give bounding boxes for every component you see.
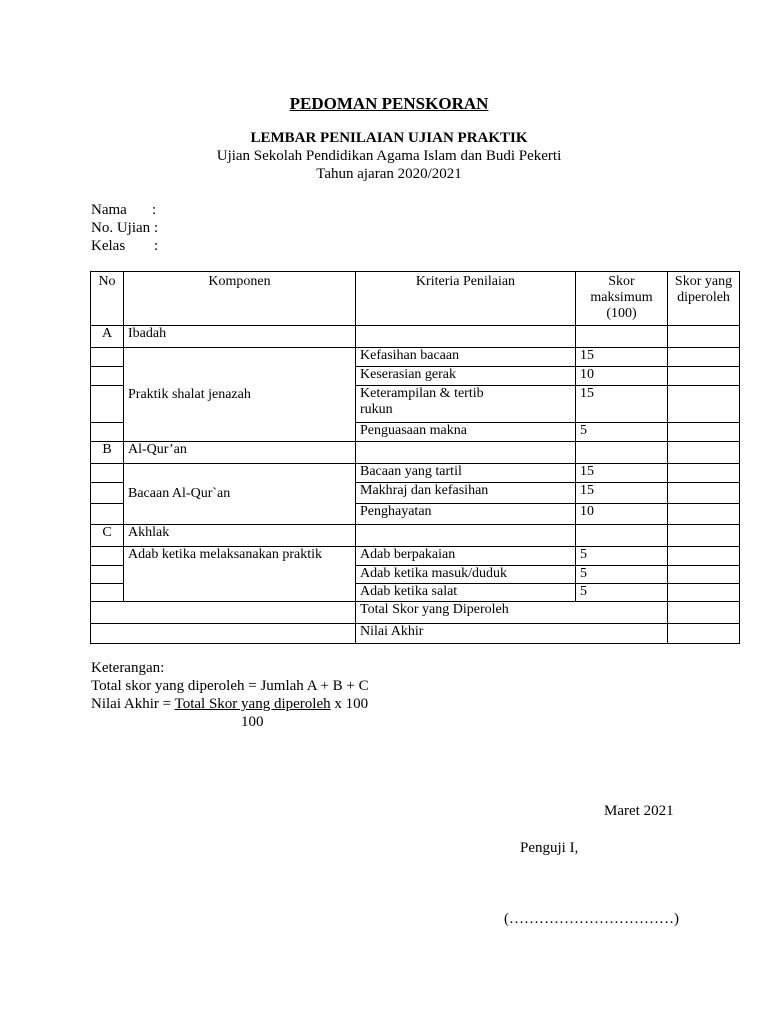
table-header-row — [91, 272, 740, 326]
notes-denominator: 100 — [241, 714, 264, 730]
final-score-cell — [668, 624, 740, 644]
section-letter-c: C — [91, 525, 124, 547]
obtained-score-cell — [668, 386, 740, 423]
section-row-b — [91, 442, 740, 464]
field-no-ujian-colon: : — [154, 220, 159, 236]
obtained-score-cell — [668, 584, 740, 602]
criteria-score: 5 — [576, 423, 668, 442]
criteria-label: Penguasaan makna — [356, 423, 576, 442]
notes-line1: Total skor yang diperoleh = Jumlah A + B + C — [91, 678, 369, 694]
section-letter-a: A — [91, 326, 124, 348]
criteria-label: Kefasihan bacaan — [356, 348, 576, 367]
final-label: Nilai Akhir — [356, 624, 668, 644]
component-b: Bacaan Al-Qur`an — [124, 464, 356, 525]
header-no: No — [91, 272, 124, 326]
obtained-score-cell — [668, 423, 740, 442]
signature-placeholder: (……………………………) — [504, 911, 679, 927]
signature-role: Penguji I, — [520, 840, 579, 856]
criteria-label: Penghayatan — [356, 504, 576, 525]
total-label: Total Skor yang Diperoleh — [356, 602, 668, 624]
score-table — [90, 271, 740, 644]
final-row — [91, 624, 740, 644]
criteria-label: Keterampilan & tertib rukun — [356, 386, 576, 423]
obtained-score-cell — [668, 464, 740, 483]
exam-description: Ujian Sekolah Pendidikan Agama Islam dan Budi Pekerti — [216, 148, 562, 164]
header-skor-maksimum: Skor maksimum (100) — [576, 272, 668, 326]
section-name-b: Al-Qur’an — [124, 442, 356, 464]
field-nama-colon: : — [152, 202, 157, 218]
notes-line2-suffix: x 100 — [330, 696, 369, 712]
section-row-c — [91, 525, 740, 547]
criteria-label: Adab ketika masuk/duduk — [356, 566, 576, 584]
criteria-score: 15 — [576, 464, 668, 483]
section-name-c: Akhlak — [124, 525, 356, 547]
criteria-score: 5 — [576, 584, 668, 602]
field-no-ujian — [91, 220, 159, 238]
criteria-label: Makhraj dan kefasihan — [356, 483, 576, 504]
table-row — [91, 547, 740, 566]
criteria-score: 15 — [576, 483, 668, 504]
criteria-label: Keserasian gerak — [356, 367, 576, 386]
section-letter-b: B — [91, 442, 124, 464]
notes-heading: Keterangan: — [91, 660, 165, 676]
notes-line2-numerator: Total Skor yang diperoleh — [174, 696, 331, 712]
criteria-label: Bacaan yang tartil — [356, 464, 576, 483]
section-name-a: Ibadah — [124, 326, 356, 348]
notes-line2-prefix: Nilai Akhir = — [91, 696, 175, 712]
criteria-score: 10 — [576, 504, 668, 525]
header-kriteria: Kriteria Penilaian — [356, 272, 576, 326]
field-kelas-label: Kelas — [91, 238, 126, 254]
obtained-score-cell — [668, 348, 740, 367]
obtained-score-cell — [668, 483, 740, 504]
obtained-score-cell — [668, 547, 740, 566]
obtained-score-cell — [668, 566, 740, 584]
table-row — [91, 348, 740, 367]
field-kelas-colon: : — [154, 238, 159, 254]
criteria-label: Adab ketika salat — [356, 584, 576, 602]
table-row — [91, 464, 740, 483]
criteria-score: 5 — [576, 547, 668, 566]
document-subtitle: LEMBAR PENILAIAN UJIAN PRAKTIK — [250, 130, 528, 146]
total-score-cell — [668, 602, 740, 624]
field-nama — [91, 202, 157, 220]
component-c: Adab ketika melaksanakan praktik — [124, 547, 356, 602]
criteria-score: 15 — [576, 348, 668, 367]
criteria-score: 15 — [576, 386, 668, 423]
notes-line2 — [91, 695, 368, 713]
header-skor-diperoleh: Skor yang diperoleh — [668, 272, 740, 326]
criteria-score: 10 — [576, 367, 668, 386]
total-row — [91, 602, 740, 624]
criteria-score: 5 — [576, 566, 668, 584]
document-title: PEDOMAN PENSKORAN — [289, 94, 489, 113]
obtained-score-cell — [668, 367, 740, 386]
field-no-ujian-label: No. Ujian — [91, 220, 151, 236]
field-kelas — [91, 238, 159, 256]
section-row-a — [91, 326, 740, 348]
field-nama-label: Nama — [91, 202, 127, 218]
signature-date: Maret 2021 — [604, 803, 674, 819]
header-komponen: Komponen — [124, 272, 356, 326]
academic-year: Tahun ajaran 2020/2021 — [316, 166, 462, 182]
component-a: Praktik shalat jenazah — [124, 348, 356, 442]
obtained-score-cell — [668, 504, 740, 525]
criteria-label: Adab berpakaian — [356, 547, 576, 566]
